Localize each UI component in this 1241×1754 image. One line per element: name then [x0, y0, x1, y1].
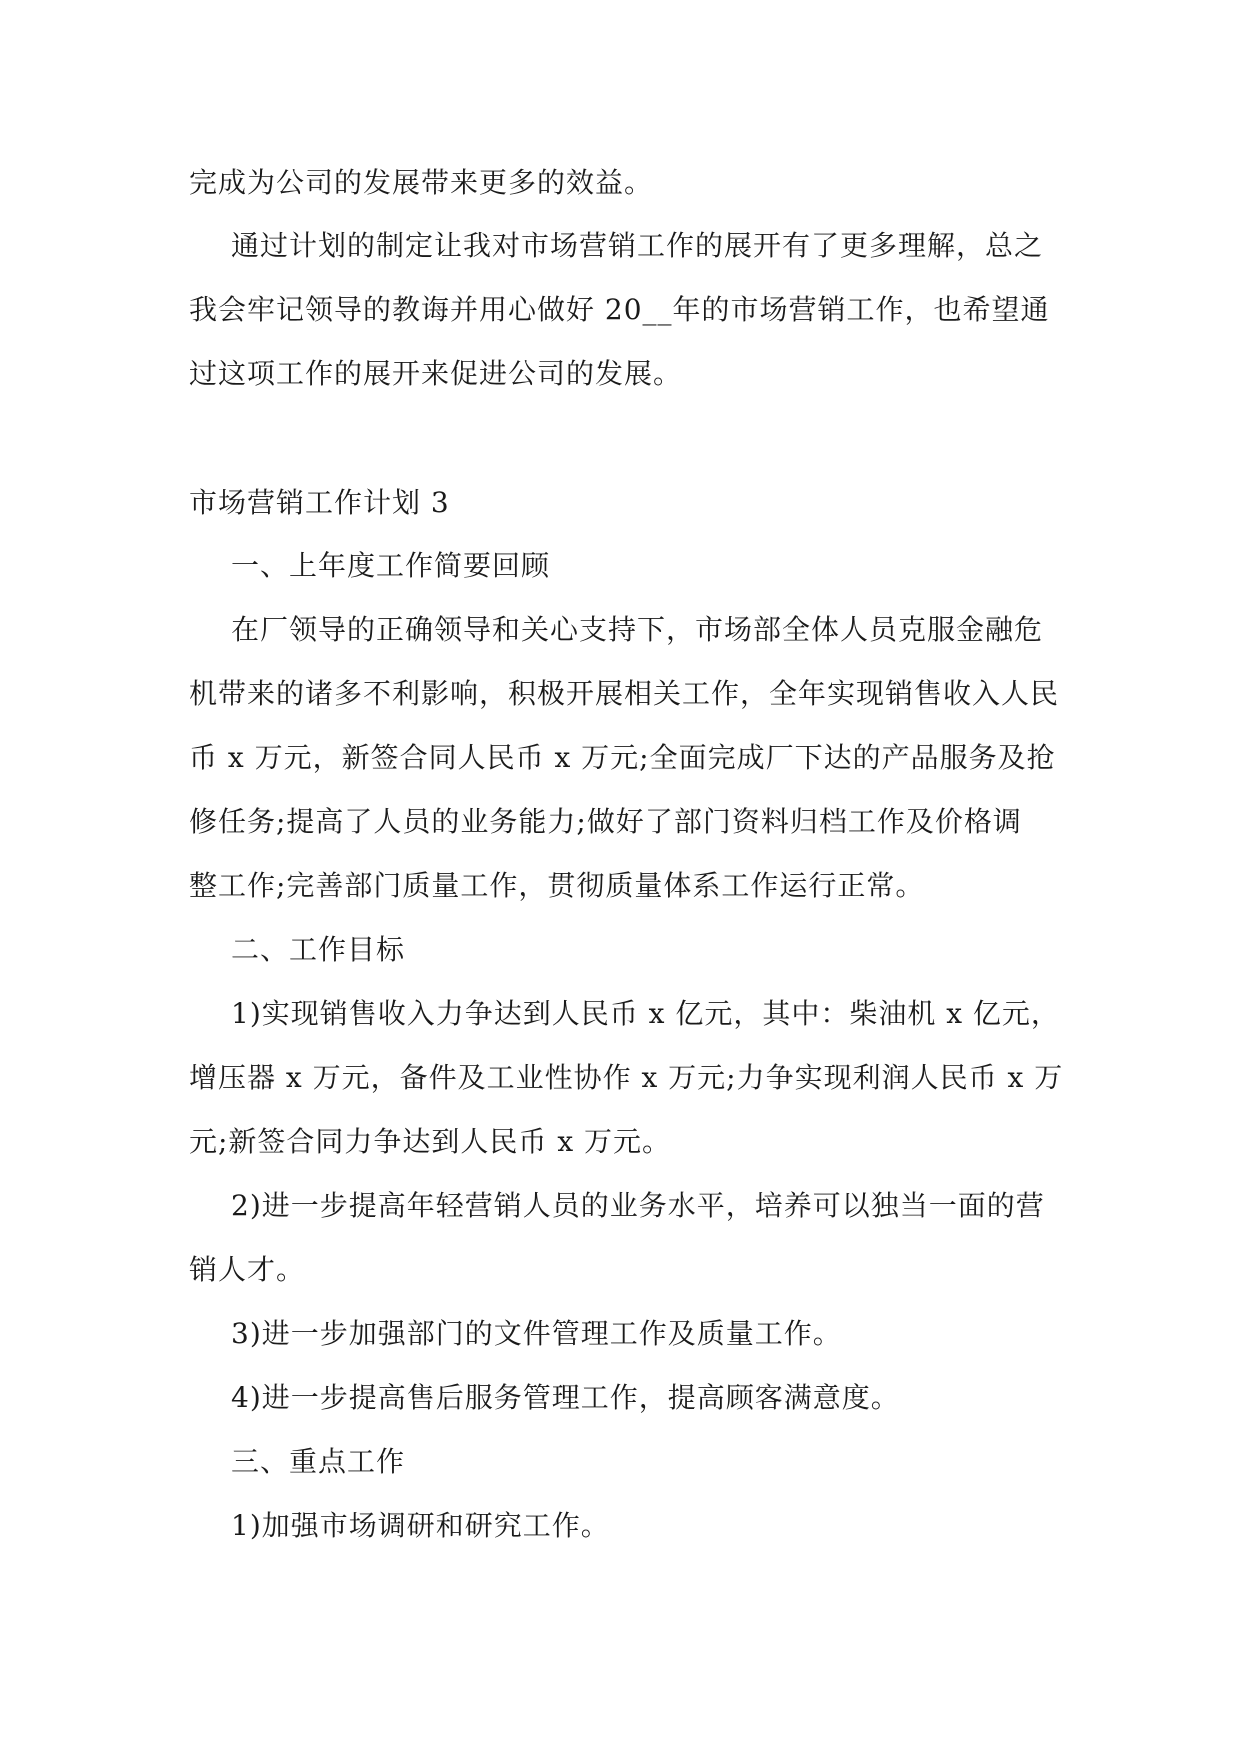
paragraph-line: 元;新签合同力争达到人民币 x 万元。 [189, 1125, 672, 1158]
paragraph-line: 通过计划的制定让我对市场营销工作的展开有了更多理解，总之 [231, 229, 1044, 262]
list-item: 1)加强市场调研和研究工作。 [231, 1509, 610, 1542]
list-item: 1)实现销售收入力争达到人民币 x 亿元，其中：柴油机 x 亿元， [231, 997, 1060, 1030]
paragraph-line: 币 x 万元，新签合同人民币 x 万元;全面完成厂下达的产品服务及抢 [189, 741, 1056, 774]
list-item: 2)进一步提高年轻营销人员的业务水平，培养可以独当一面的营 [231, 1189, 1045, 1222]
paragraph-line: 销人才。 [189, 1253, 306, 1286]
subsection-heading: 三、重点工作 [231, 1445, 406, 1478]
section-heading: 市场营销工作计划 3 [189, 486, 450, 519]
list-item: 3)进一步加强部门的文件管理工作及质量工作。 [231, 1317, 842, 1350]
subsection-heading: 二、工作目标 [231, 933, 406, 966]
paragraph-line: 过这项工作的展开来促进公司的发展。 [189, 357, 683, 390]
paragraph-line: 完成为公司的发展带来更多的效益。 [189, 166, 654, 199]
paragraph-line: 机带来的诸多不利影响，积极开展相关工作，全年实现销售收入人民 [189, 677, 1060, 710]
paragraph-line: 整工作;完善部门质量工作，贯彻质量体系工作运行正常。 [189, 869, 925, 902]
subsection-heading: 一、上年度工作简要回顾 [231, 549, 551, 582]
list-item: 4)进一步提高售后服务管理工作，提高顾客满意度。 [231, 1381, 900, 1414]
paragraph-line: 修任务;提高了人员的业务能力;做好了部门资料归档工作及价格调 [189, 805, 1022, 838]
paragraph-line: 我会牢记领导的教诲并用心做好 20__年的市场营销工作，也希望通 [189, 293, 1050, 326]
paragraph-line: 在厂领导的正确领导和关心支持下，市场部全体人员克服金融危 [231, 613, 1044, 646]
paragraph-line: 增压器 x 万元，备件及工业性协作 x 万元;力争实现利润人民币 x 万 [189, 1061, 1064, 1094]
